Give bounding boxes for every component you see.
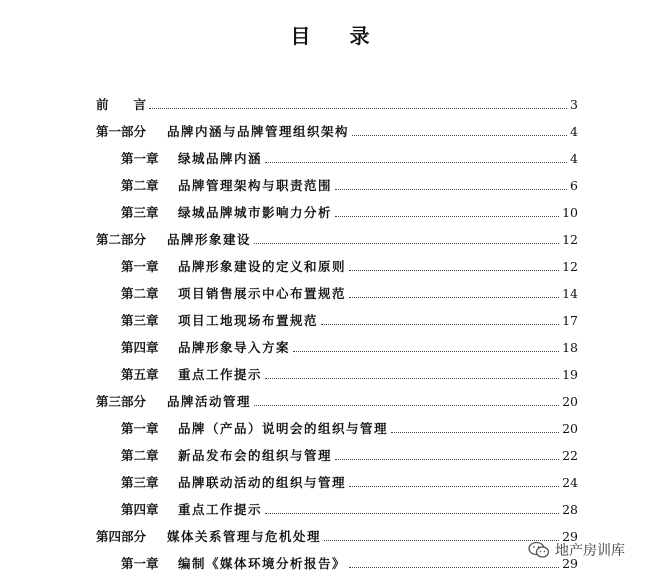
toc-row-chapter[interactable]	[121, 309, 578, 329]
toc-leader-dots	[335, 188, 567, 190]
toc-row-chapter[interactable]	[121, 201, 578, 221]
watermark-text: 地产房训库	[555, 543, 625, 559]
toc-entry-number: 第二部分	[96, 232, 147, 247]
watermark	[528, 538, 646, 562]
toc-leader-dots	[335, 458, 559, 460]
toc-entry-label: 重点工作提示	[178, 367, 263, 382]
toc-entry-label: 品牌（产品）说明会的组织与管理	[178, 421, 389, 436]
toc-page-number: 18	[562, 340, 578, 355]
toc-leader-dots	[293, 350, 559, 352]
toc-entry-number: 第四部分	[96, 529, 147, 544]
toc-page-number: 12	[562, 259, 578, 274]
toc-entry-number: 第二章	[121, 286, 159, 301]
toc-entry-label: 项目工地现场布置规范	[178, 313, 319, 328]
toc-page-number: 19	[562, 367, 578, 382]
toc-leader-dots	[265, 512, 559, 514]
toc-entry-label: 重点工作提示	[178, 502, 263, 517]
toc-page-number: 29	[562, 529, 578, 544]
toc-row-chapter[interactable]	[121, 552, 578, 572]
toc-entry-label: 品牌形象建设的定义和原则	[178, 259, 347, 274]
toc-entry-number: 第一章	[121, 556, 159, 571]
toc-leader-dots	[349, 485, 559, 487]
toc-page-number: 4	[570, 151, 578, 166]
toc-entry-label: 绿城品牌城市影响力分析	[178, 205, 333, 220]
toc-row-chapter[interactable]	[121, 282, 578, 302]
toc-entry-number: 第一部分	[96, 124, 147, 139]
toc-leader-dots	[149, 107, 567, 109]
toc-page-number: 29	[562, 556, 578, 571]
toc-leader-dots	[324, 539, 559, 541]
toc-page-number: 4	[570, 124, 578, 139]
toc-page-number: 14	[562, 286, 578, 301]
toc-page-number: 20	[562, 421, 578, 436]
toc-row-chapter[interactable]	[121, 417, 578, 437]
toc-entry-label: 品牌内涵与品牌管理组织架构	[167, 124, 350, 139]
toc-row-chapter[interactable]	[121, 336, 578, 356]
toc-entry-number: 第五章	[121, 367, 159, 382]
toc-page-number: 24	[562, 475, 578, 490]
toc-entry-number: 第四章	[121, 502, 159, 517]
toc-leader-dots	[349, 566, 559, 568]
toc-entry-label: 品牌管理架构与职责范围	[178, 178, 333, 193]
toc-row-part-4[interactable]	[96, 525, 578, 545]
toc-row-chapter[interactable]	[121, 363, 578, 383]
toc-entry-label: 项目销售展示中心布置规范	[178, 286, 347, 301]
toc-leader-dots	[265, 377, 559, 379]
toc-leader-dots	[349, 296, 559, 298]
toc-entry-label: 品牌形象导入方案	[178, 340, 291, 355]
toc-leader-dots	[254, 242, 559, 244]
toc-row-chapter[interactable]	[121, 444, 578, 464]
toc-row-part-2[interactable]	[96, 228, 578, 248]
toc-entry-label: 绿城品牌内涵	[178, 151, 263, 166]
toc-row-chapter[interactable]	[121, 174, 578, 194]
toc-page-number: 6	[570, 178, 578, 193]
toc-row-chapter[interactable]	[121, 147, 578, 167]
toc-entry-number: 第二章	[121, 178, 159, 193]
toc-page-number: 22	[562, 448, 578, 463]
toc-page-number: 3	[570, 97, 578, 112]
toc-row-part-1[interactable]	[96, 120, 578, 140]
toc-page-number: 10	[562, 205, 578, 220]
toc-leader-dots	[391, 431, 559, 433]
toc-entry-label: 品牌活动管理	[167, 394, 252, 409]
toc-page-number: 20	[562, 394, 578, 409]
page-title: 目 录	[290, 24, 386, 48]
wechat-icon	[528, 541, 550, 559]
toc-page-number: 28	[562, 502, 578, 517]
toc-entry-number: 第三部分	[96, 394, 147, 409]
toc-entry-number: 第二章	[121, 448, 159, 463]
toc-page-number: 12	[562, 232, 578, 247]
toc-row-chapter[interactable]	[121, 471, 578, 491]
toc-leader-dots	[321, 323, 559, 325]
toc-leader-dots	[265, 161, 567, 163]
toc-entry-number: 第三章	[121, 205, 159, 220]
toc-leader-dots	[335, 215, 559, 217]
toc-entry-number: 第一章	[121, 421, 159, 436]
toc-page-number: 17	[562, 313, 578, 328]
toc-entry-label: 媒体关系管理与危机处理	[167, 529, 322, 544]
toc-entry-label: 编制《媒体环境分析报告》	[178, 556, 347, 571]
toc-row-chapter[interactable]	[121, 498, 578, 518]
toc-entry-number: 第一章	[121, 259, 159, 274]
toc-leader-dots	[254, 404, 559, 406]
toc-row-chapter[interactable]	[121, 255, 578, 275]
toc-leader-dots	[352, 134, 567, 136]
toc-entry-number: 第三章	[121, 313, 159, 328]
toc-leader-dots	[349, 269, 559, 271]
toc-entry-label: 新品发布会的组织与管理	[178, 448, 333, 463]
toc-entry-label: 品牌形象建设	[167, 232, 252, 247]
toc-row-part-3[interactable]	[96, 390, 578, 410]
toc-entry-number: 第三章	[121, 475, 159, 490]
toc-entry-number: 第四章	[121, 340, 159, 355]
toc-row-preface[interactable]	[96, 93, 578, 113]
toc-entry-number: 前 言	[96, 97, 147, 112]
toc-entry-number: 第一章	[121, 151, 159, 166]
toc-entry-label: 品牌联动活动的组织与管理	[178, 475, 347, 490]
